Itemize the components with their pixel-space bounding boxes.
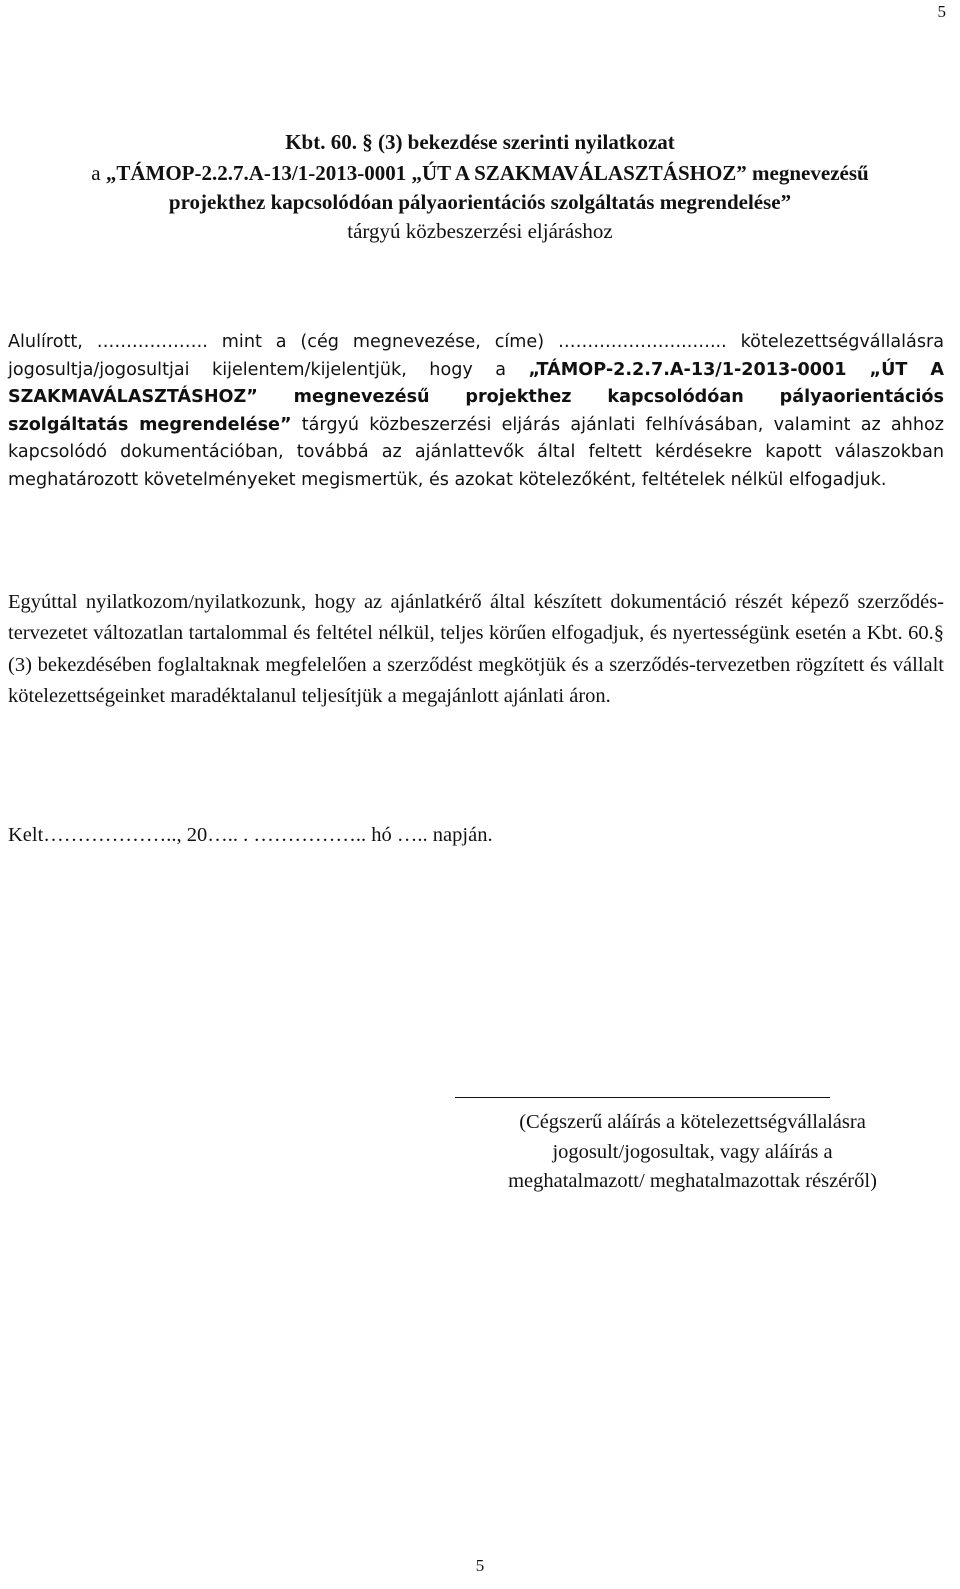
declaration-text-2: tárgyú közbeszerzési eljárás ajánlati felhívásában, valamint az ahhoz kapcsolódó dokumentációban, továbbá az ajánlattevők által feltett kérdésekre kapott válaszokban meghatározott követelményeket megismertük, és azokat kötelezőként, feltételek nélkül elfogadjuk.: [8, 414, 944, 490]
page-number-top: 5: [937, 2, 946, 21]
signature-line: [455, 1097, 830, 1098]
declaration-paragraph: [8, 329, 944, 494]
subject-line-3: tárgyú közbeszerzési eljáráshoz: [347, 219, 613, 243]
declaration-project-title: „TÁMOP-2.2.7.A-13/1-2013-0001 „ÚT A SZAKMAVÁLASZTÁSHOZ” megnevezésű projekthez kapcsolódóan pályaorientációs szolgáltatás megrendelése”: [8, 359, 944, 435]
project-title-part-2: projekthez kapcsolódóan pályaorientációs szolgáltatás megrendelése”: [168, 190, 792, 214]
date-line: Kelt……………….., 20….. . …………….. hó ….. napján.: [8, 824, 493, 846]
signature-caption-line-1: (Cégszerű aláírás a kötelezettségvállalásra: [519, 1111, 866, 1133]
signature-caption: [420, 1108, 960, 1197]
declaration-text-1: Alulírott, ………………. mint a (cég megnevezése, címe) …………………..…... kötelezettségvállalásra jogosultja/jogosultjai kijelentem/kijelentjük, hogy a: [8, 332, 944, 380]
subject-line-1: [20, 159, 940, 188]
signature-caption-line-3: meghatalmazott/ meghatalmazottak részéről): [508, 1170, 877, 1192]
subject-prefix: a: [91, 161, 106, 185]
acceptance-paragraph: Egyúttal nyilatkozom/nyilatkozunk, hogy az ajánlatkérő által készített dokumentáció részét képező szerződés-tervezetet változatlan tartalommal és feltétel nélkül, teljes körűen elfogadjuk, és nyertességünk esetén a Kbt. 60.§ (3) bekezdésében foglaltaknak megfelelően a szerződést megkötjük és a szerződés-tervezetben rögzített és vállalt kötelezettségeinket maradéktalanul teljesítjük a megajánlott ajánlati áron.: [8, 591, 944, 707]
signature-caption-line-2: jogosult/jogosultak, vagy aláírás a: [552, 1140, 833, 1163]
page-number-bottom: 5: [475, 1556, 485, 1575]
document-title: Kbt. 60. § (3) bekezdése szerinti nyilatkozat: [285, 130, 675, 154]
project-title-part-1: „TÁMOP-2.2.7.A-13/1-2013-0001 „ÚT A SZAKMAVÁLASZTÁSHOZ” megnevezésű: [105, 161, 869, 185]
procurement-subject: [20, 159, 940, 246]
